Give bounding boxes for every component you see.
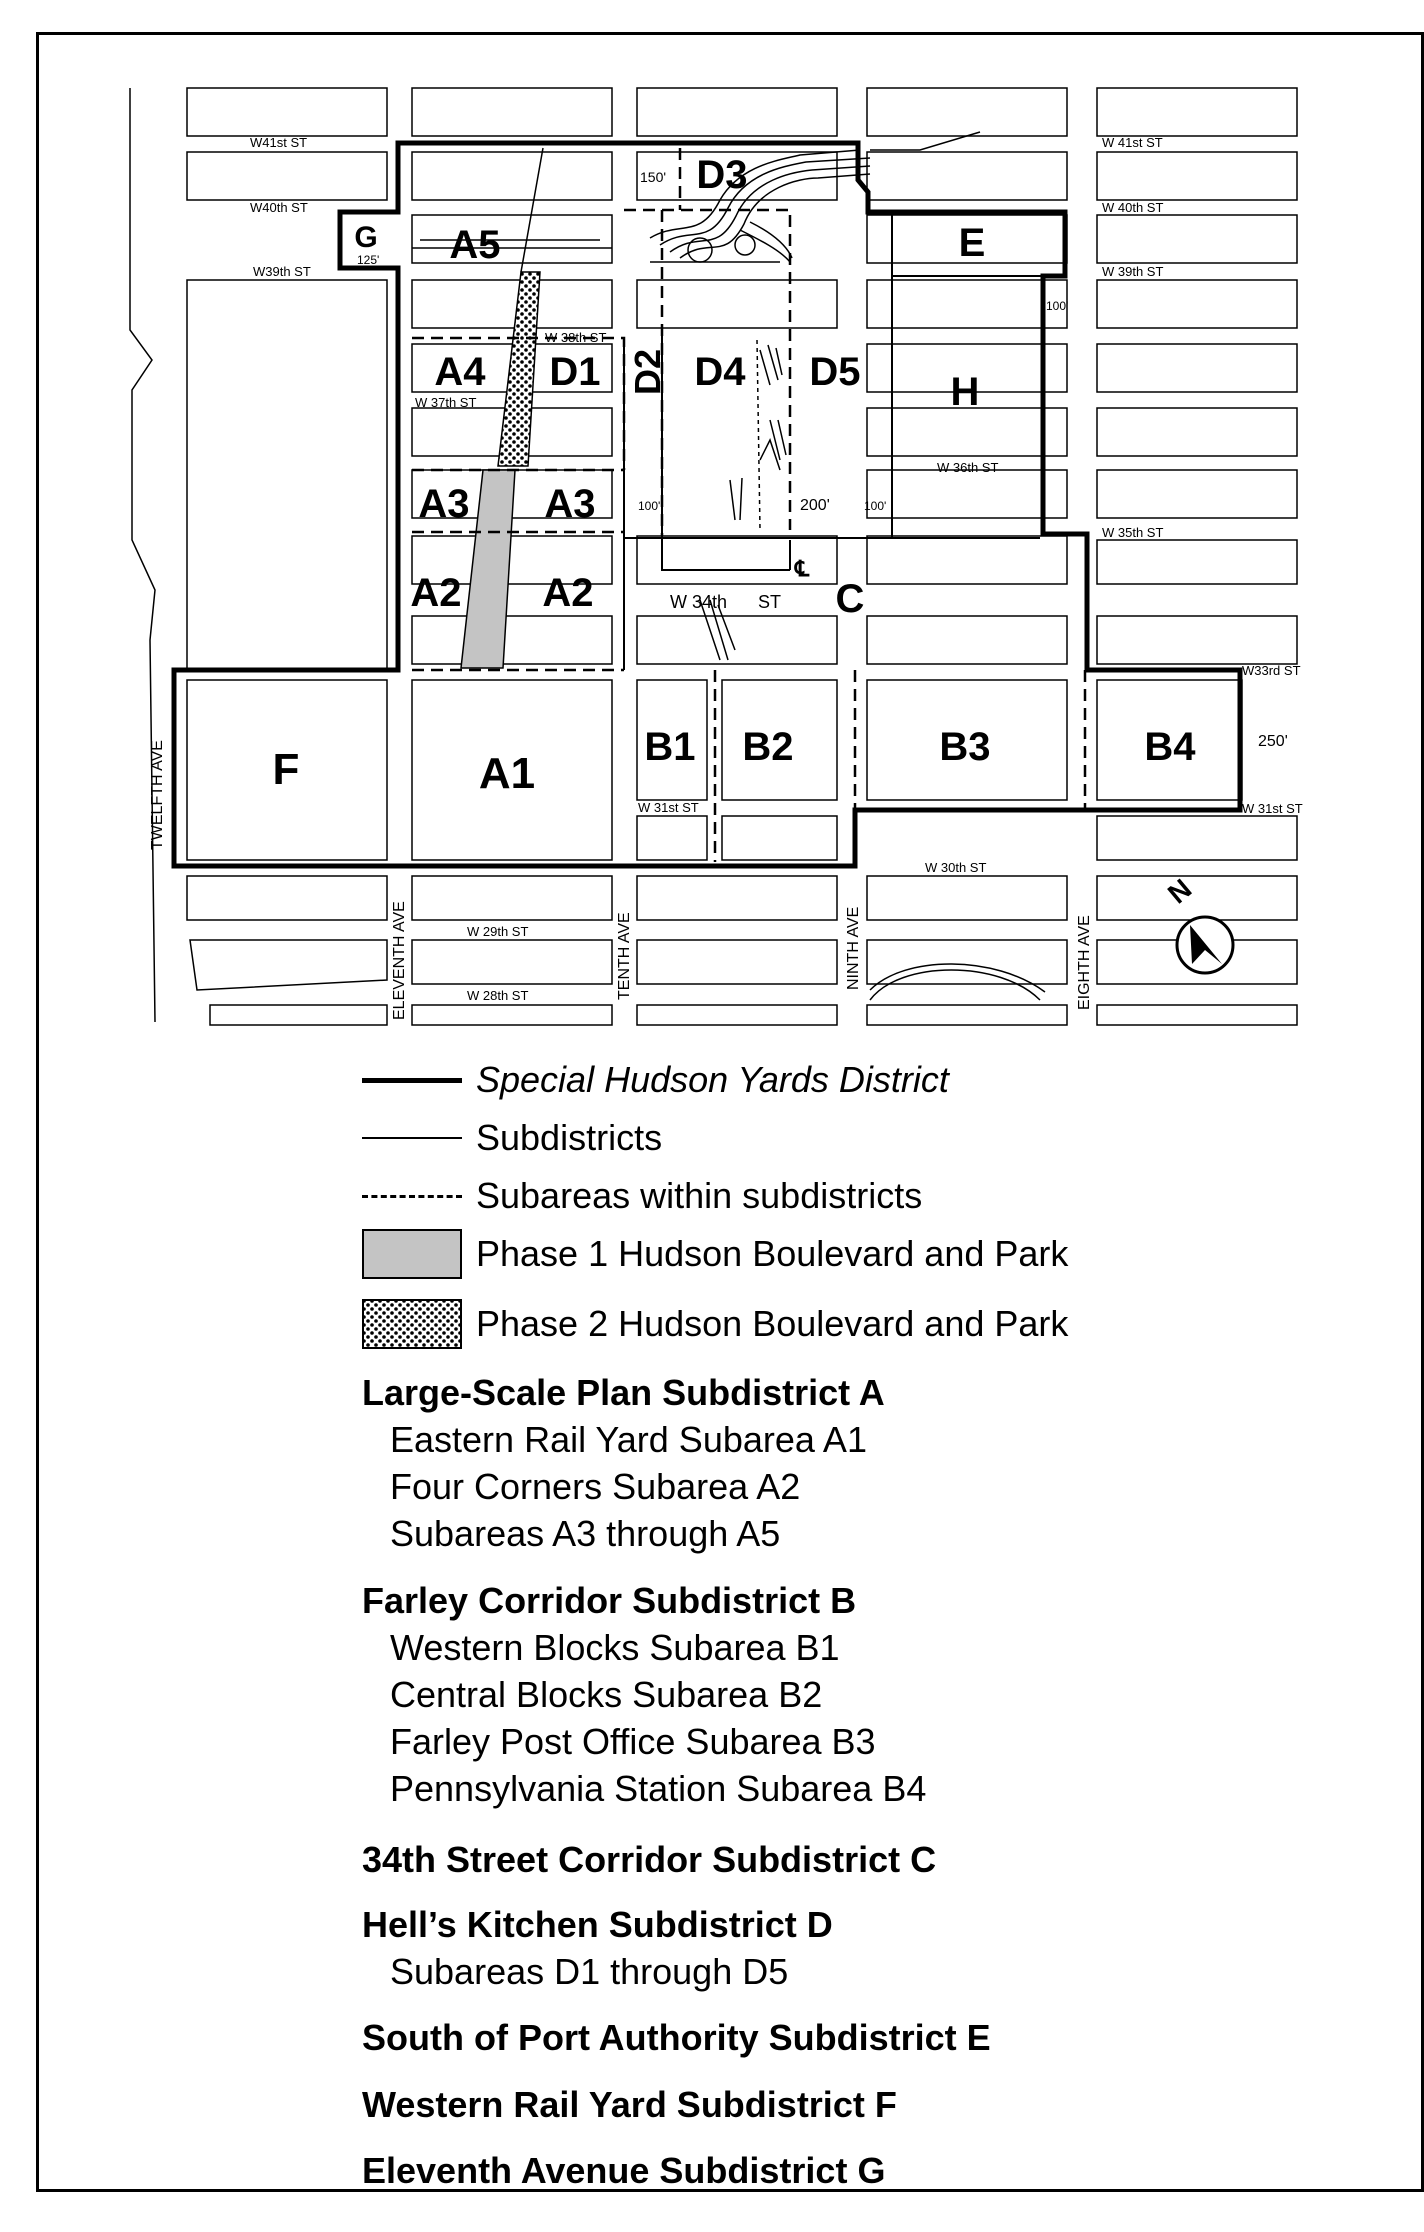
- area-label-A1: A1: [478, 749, 536, 798]
- subdistrict-a-title: Large-Scale Plan Subdistrict A: [362, 1372, 885, 1413]
- legend-phase2-swatch: [362, 1299, 462, 1349]
- legend-subdistricts: [362, 1113, 662, 1163]
- dimension-150: 150': [640, 169, 667, 185]
- street-w34: W 34th: [670, 592, 728, 612]
- legend-subareas-symbol: [362, 1171, 462, 1221]
- dimension-125: 125': [357, 253, 380, 267]
- dimension-200: 200': [800, 497, 830, 514]
- street-w31-right: W 31st ST: [1242, 801, 1303, 816]
- area-label-C: C: [835, 577, 865, 621]
- street-w41-left: W41st ST: [250, 135, 308, 150]
- avenue-eighth: EIGHTH AVE: [1076, 915, 1093, 1010]
- subdistrict-b-item: Farley Post Office Subarea B3: [390, 1721, 876, 1762]
- subdistrict-c-title: 34th Street Corridor Subdistrict C: [362, 1839, 937, 1880]
- legend-phase1-label: Phase 1 Hudson Boulevard and Park: [476, 1233, 1069, 1274]
- area-label-B2: B2: [742, 725, 794, 769]
- dimension-250: 250': [1258, 733, 1288, 750]
- avenue-twelfth: TWELFTH AVE: [149, 740, 166, 850]
- subdistrict-f: [362, 2082, 897, 2128]
- d5-divider: [757, 340, 760, 530]
- subdistrict-d: [362, 1902, 833, 1995]
- area-label-D2: D2: [627, 348, 668, 395]
- area-label-D4: D4: [694, 350, 746, 394]
- subdistrict-g: [362, 2148, 885, 2194]
- street-w35: W 35th ST: [1102, 525, 1164, 540]
- legend-phase2-label: Phase 2 Hudson Boulevard and Park: [476, 1303, 1069, 1344]
- area-label-F: F: [272, 745, 300, 794]
- area-label-H: H: [950, 370, 980, 414]
- subdistrict-e: [362, 2015, 991, 2061]
- legend-phase2: [362, 1299, 1068, 1349]
- avenue-ninth: NINTH AVE: [845, 906, 862, 990]
- boulevard-line: [521, 148, 543, 272]
- legend-phase1: [362, 1229, 1068, 1279]
- centerline-symbol: ℄: [795, 556, 810, 581]
- subdistrict-g-title: Eleventh Avenue Subdistrict G: [362, 2150, 886, 2191]
- street-w28: W 28th ST: [467, 988, 529, 1003]
- area-label-A3-left: A3: [418, 482, 470, 526]
- street-w31-left: W 31st ST: [638, 800, 699, 815]
- street-w40-left: W40th ST: [250, 200, 308, 215]
- legend-phase1-swatch: [362, 1229, 462, 1279]
- subdistrict-d-item: Subareas D1 through D5: [390, 1951, 789, 1992]
- area-label-G: G: [354, 221, 378, 254]
- area-label-A2-left: A2: [410, 571, 462, 615]
- street-w33: W33rd ST: [1242, 663, 1301, 678]
- street-w41-right: W 41st ST: [1102, 135, 1163, 150]
- north-label: N: [1161, 872, 1198, 910]
- subdistrict-b-item: Western Blocks Subarea B1: [390, 1627, 840, 1668]
- hudson-yards-map: [0, 0, 1424, 1040]
- street-w37: W 37th ST: [415, 395, 477, 410]
- area-label-A5: A5: [449, 223, 501, 267]
- subdistrict-b-title: Farley Corridor Subdistrict B: [362, 1580, 857, 1621]
- legend-subdistricts-symbol: [362, 1113, 462, 1163]
- phase2-boulevard: [498, 272, 540, 466]
- area-label-B1: B1: [644, 725, 696, 769]
- area-label-E: E: [958, 221, 986, 265]
- area-label-D3: D3: [696, 153, 748, 197]
- area-label-D5: D5: [809, 350, 861, 394]
- avenue-eleventh: ELEVENTH AVE: [391, 901, 408, 1020]
- street-w34-st: ST: [758, 592, 782, 612]
- street-w29: W 29th ST: [467, 924, 529, 939]
- subdistrict-b: [362, 1578, 926, 1812]
- street-w40-right: W 40th ST: [1102, 200, 1164, 215]
- legend-subareas-label: Subareas within subdistricts: [476, 1175, 923, 1216]
- street-w39-right: W 39th ST: [1102, 264, 1164, 279]
- legend-district-label: Special Hudson Yards District: [476, 1059, 949, 1100]
- subdistrict-c: [362, 1837, 936, 1883]
- dimension-100-west: 100': [638, 499, 661, 513]
- street-w38: W 38th ST: [545, 330, 607, 345]
- street-w36: W 36th ST: [937, 460, 999, 475]
- subdistrict-b-item: Central Blocks Subarea B2: [390, 1674, 823, 1715]
- area-label-D1: D1: [549, 350, 601, 394]
- legend-subareas: [362, 1171, 922, 1221]
- avenue-tenth: TENTH AVE: [616, 912, 633, 1000]
- area-label-B4: B4: [1144, 725, 1196, 769]
- subdistrict-f-title: Western Rail Yard Subdistrict F: [362, 2084, 897, 2125]
- subdistrict-a-item: Four Corners Subarea A2: [390, 1466, 801, 1507]
- shoreline: [130, 88, 155, 1022]
- area-label-A2-right: A2: [542, 571, 594, 615]
- subdistrict-a-item: Subareas A3 through A5: [390, 1513, 781, 1554]
- area-label-B3: B3: [939, 725, 991, 769]
- area-label-A3-right: A3: [544, 482, 596, 526]
- legend-district-symbol: [362, 1055, 462, 1105]
- legend-district: [362, 1055, 949, 1105]
- north-arrow: [1162, 873, 1233, 973]
- area-label-A4: A4: [434, 350, 486, 394]
- subdistrict-b-item: Pennsylvania Station Subarea B4: [390, 1768, 927, 1809]
- legend-subdistricts-label: Subdistricts: [476, 1117, 663, 1158]
- dimension-100-mid: 100': [864, 499, 887, 513]
- dimension-100-east: 100': [1046, 299, 1069, 313]
- subdistrict-d-title: Hell’s Kitchen Subdistrict D: [362, 1904, 833, 1945]
- street-w30: W 30th ST: [925, 860, 987, 875]
- subdistrict-e-title: South of Port Authority Subdistrict E: [362, 2017, 991, 2058]
- subdistrict-a: [362, 1370, 885, 1557]
- street-w39-left: W39th ST: [253, 264, 311, 279]
- subdistrict-a-item: Eastern Rail Yard Subarea A1: [390, 1419, 867, 1460]
